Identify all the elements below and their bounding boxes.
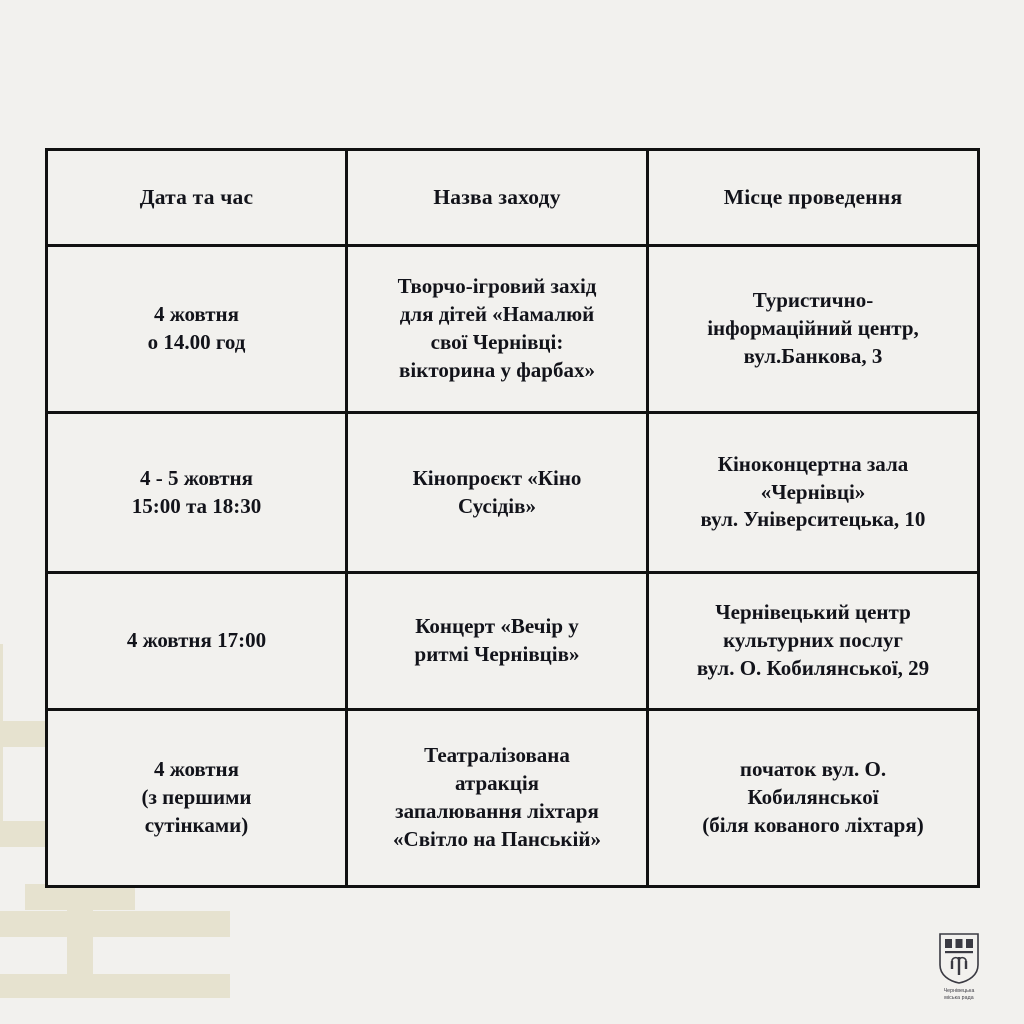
cell-line: о 14.00 год xyxy=(147,330,246,354)
cell-line: Творчо-ігровий захід xyxy=(397,274,597,299)
cell-line: 4 жовтня xyxy=(153,302,240,327)
cell-line: 4 жовтня 17:00 xyxy=(126,628,267,653)
table-row xyxy=(47,246,979,413)
cell-line: ритмі Чернівців» xyxy=(414,642,580,666)
cell-line: «Чернівці» xyxy=(760,479,866,504)
logo-caption-line2: міська рада xyxy=(944,994,974,1001)
cell-line: Театралізована xyxy=(424,743,570,768)
coat-of-arms-icon xyxy=(936,931,982,985)
cell-line: запалювання ліхтаря xyxy=(395,799,599,823)
cell-event xyxy=(347,246,648,413)
table-header-row xyxy=(47,150,979,246)
cell-place xyxy=(648,710,979,887)
column-header-place: Місце проведення xyxy=(648,150,979,246)
cell-datetime xyxy=(47,413,347,573)
cell-place xyxy=(648,573,979,710)
cell-line: початок вул. О. xyxy=(739,757,887,782)
cell-line: Туристично- xyxy=(752,288,874,313)
table-row xyxy=(47,710,979,887)
cell-line: (біля кованого ліхтаря) xyxy=(702,812,924,837)
table-row xyxy=(47,573,979,710)
cell-line: Чернівецький центр xyxy=(715,600,911,625)
cell-event xyxy=(347,573,648,710)
cell-line: вікторина у фарбах» xyxy=(399,357,595,382)
events-schedule-table xyxy=(45,148,980,888)
cell-line: атракція xyxy=(454,771,540,796)
cell-event xyxy=(347,710,648,887)
column-header-event: Назва заходу xyxy=(347,150,648,246)
cell-line: Сусідів» xyxy=(458,493,536,518)
cell-event xyxy=(347,413,648,573)
cell-line: інформаційний центр, xyxy=(707,316,919,341)
cell-line: для дітей «Намалюй xyxy=(399,302,595,327)
logo-caption xyxy=(944,988,975,1002)
cell-place xyxy=(648,246,979,413)
cell-line: 15:00 та 18:30 xyxy=(131,493,262,518)
cell-line: 4 жовтня xyxy=(153,757,240,782)
cell-line: культурних послуг xyxy=(723,628,903,653)
events-schedule-table-container xyxy=(45,148,977,888)
cell-place xyxy=(648,413,979,573)
cell-line: вул. О. Кобилянської, 29 xyxy=(696,655,930,680)
cell-line: вул. Університецька, 10 xyxy=(700,507,926,532)
cell-datetime xyxy=(47,710,347,887)
cell-datetime xyxy=(47,573,347,710)
column-header-datetime: Дата та час xyxy=(47,150,347,246)
cell-line: Кіноконцертна зала xyxy=(717,451,909,476)
cell-line: 4 - 5 жовтня xyxy=(139,465,254,490)
chernivtsi-city-council-logo xyxy=(916,922,1002,1002)
cell-line: вул.Банкова, 3 xyxy=(743,343,883,368)
cell-line: сутінками) xyxy=(144,812,249,837)
cell-line: свої Чернівці: xyxy=(430,330,564,354)
logo-caption-line1: Чернівецька xyxy=(943,987,975,994)
cell-line: Концерт «Вечір у xyxy=(415,614,579,639)
cell-line: Кобилянської xyxy=(747,785,879,810)
table-row xyxy=(47,413,979,573)
cell-datetime xyxy=(47,246,347,413)
cell-line: Кінопроєкт «Кіно xyxy=(412,465,582,490)
cell-line: (з першими xyxy=(141,785,252,810)
cell-line: «Світло на Панській» xyxy=(393,826,601,851)
